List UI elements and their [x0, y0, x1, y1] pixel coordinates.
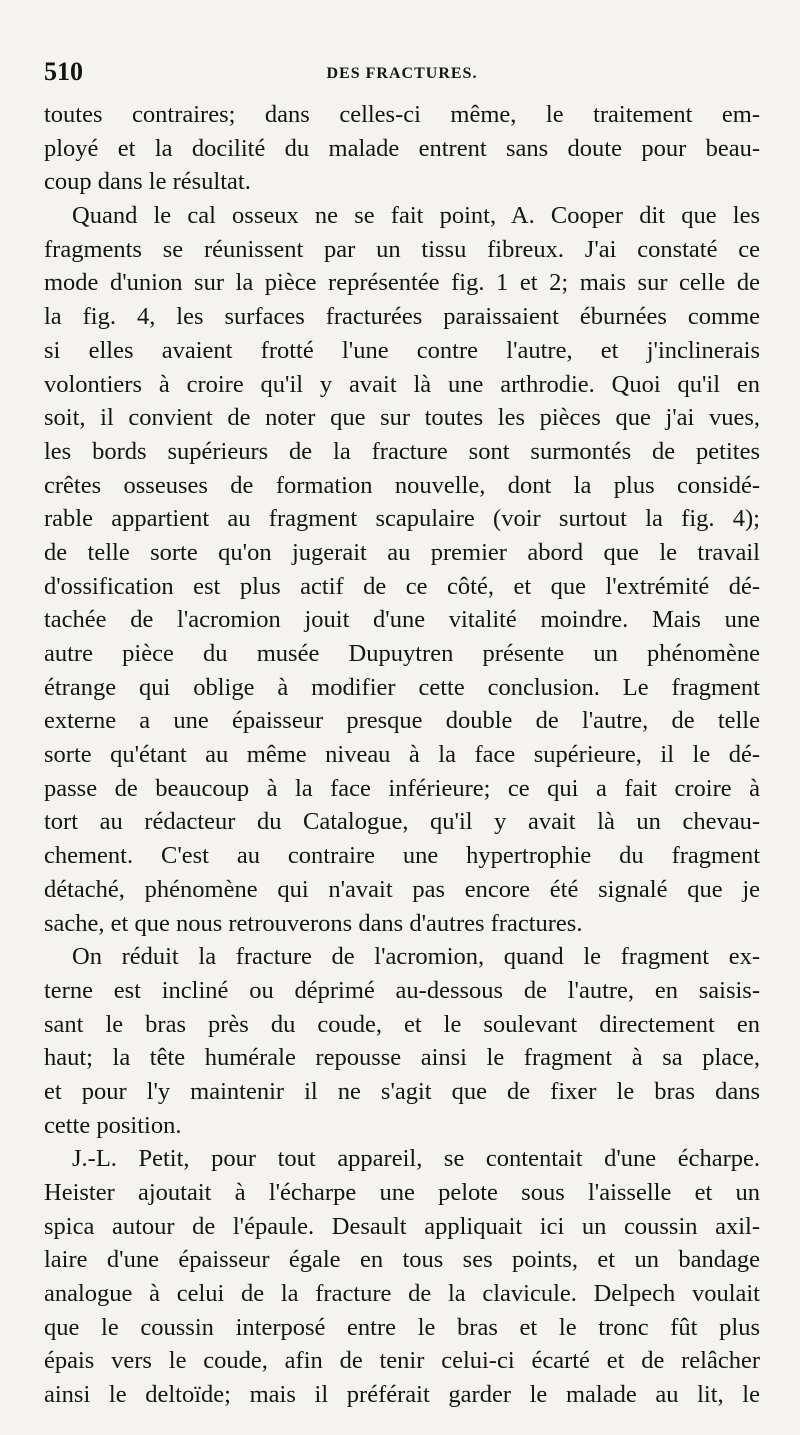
text-line: sorte qu'étant au même niveau à la face supérieure, il le dé- [44, 741, 760, 769]
page-number: 510 [44, 57, 83, 86]
text-line: spica autour de l'épaule. Desault appliquait ici un coussin axil- [44, 1212, 760, 1240]
text-line: ainsi le deltoïde; mais il préférait garder le malade au lit, le [44, 1381, 760, 1409]
text-line: haut; la tête humérale repousse ainsi le fragment à sa place, [44, 1044, 760, 1072]
text-line: rable appartient au fragment scapulaire (voir surtout la fig. 4); [44, 505, 760, 533]
text-line: tort au rédacteur du Catalogue, qu'il y avait là un chevau- [44, 808, 760, 836]
text-line: laire d'une épaisseur égale en tous ses points, et un bandage [44, 1246, 760, 1274]
text-line: épais vers le coude, afin de tenir celui-ci écarté et de relâcher [44, 1347, 760, 1375]
body-text [44, 98, 760, 1412]
text-line: de telle sorte qu'on jugerait au premier abord que le travail [44, 538, 760, 566]
text-line: si elles avaient frotté l'une contre l'autre, et j'inclinerais [44, 336, 760, 364]
text-line: autre pièce du musée Dupuytren présente un phénomène [44, 640, 760, 667]
text-line: Quand le cal osseux ne se fait point, A. Cooper dit que les [72, 202, 760, 230]
running-head: DES FRACTURES. [326, 65, 478, 82]
text-line: ployé et la docilité du malade entrent sans doute pour beau- [44, 134, 760, 162]
text-line: que le coussin interposé entre le bras et le tronc fût plus [44, 1313, 760, 1341]
text-line: On réduit la fracture de l'acromion, quand le fragment ex- [72, 943, 760, 971]
page-header [44, 56, 760, 92]
text-line: soit, il convient de noter que sur toutes les pièces que j'ai vues, [44, 404, 760, 432]
text-line: la fig. 4, les surfaces fracturées paraissaient éburnées comme [44, 303, 760, 331]
text-line: sant le bras près du coude, et le soulevant directement en [44, 1010, 760, 1038]
text-line: d'ossification est plus actif de ce côté, et que l'extrémité dé- [44, 572, 760, 600]
text-line: mode d'union sur la pièce représentée fig. 1 et 2; mais sur celle de [44, 269, 760, 297]
text-line: fragments se réunissent par un tissu fibreux. J'ai constaté ce [44, 235, 760, 263]
text-line: et pour l'y maintenir il ne s'agit que de fixer le bras dans [44, 1077, 760, 1105]
text-line: Heister ajoutait à l'écharpe une pelote sous l'aisselle et un [44, 1179, 760, 1206]
text-line: coup dans le résultat. [44, 168, 251, 196]
text-line: volontiers à croire qu'il y avait là une arthrodie. Quoi qu'il en [44, 370, 760, 398]
text-line: externe a une épaisseur presque double de l'autre, de telle [44, 707, 760, 735]
text-line: chement. C'est au contraire une hypertrophie du fragment [44, 842, 760, 870]
text-line: J.-L. Petit, pour tout appareil, se contentait d'une écharpe. [72, 1145, 760, 1173]
text-line: cette position. [44, 1111, 182, 1139]
text-line: toutes contraires; dans celles-ci même, le traitement em- [44, 101, 760, 128]
text-line: les bords supérieurs de la fracture sont surmontés de petites [44, 437, 760, 465]
text-line: passe de beaucoup à la face inférieure; ce qui a fait croire à [44, 774, 760, 802]
text-line: crêtes osseuses de formation nouvelle, dont la plus considé- [44, 471, 760, 499]
text-line: terne est incliné ou déprimé au-dessous de l'autre, en saisis- [44, 976, 760, 1004]
text-line: étrange qui oblige à modifier cette conclusion. Le fragment [44, 673, 760, 701]
text-line: tachée de l'acromion jouit d'une vitalité moindre. Mais une [44, 606, 760, 634]
text-line: sache, et que nous retrouverons dans d'autres fractures. [44, 909, 583, 937]
text-line: détaché, phénomène qui n'avait pas encore été signalé que je [44, 875, 760, 903]
text-line: analogue à celui de la fracture de la clavicule. Delpech voulait [44, 1280, 760, 1308]
